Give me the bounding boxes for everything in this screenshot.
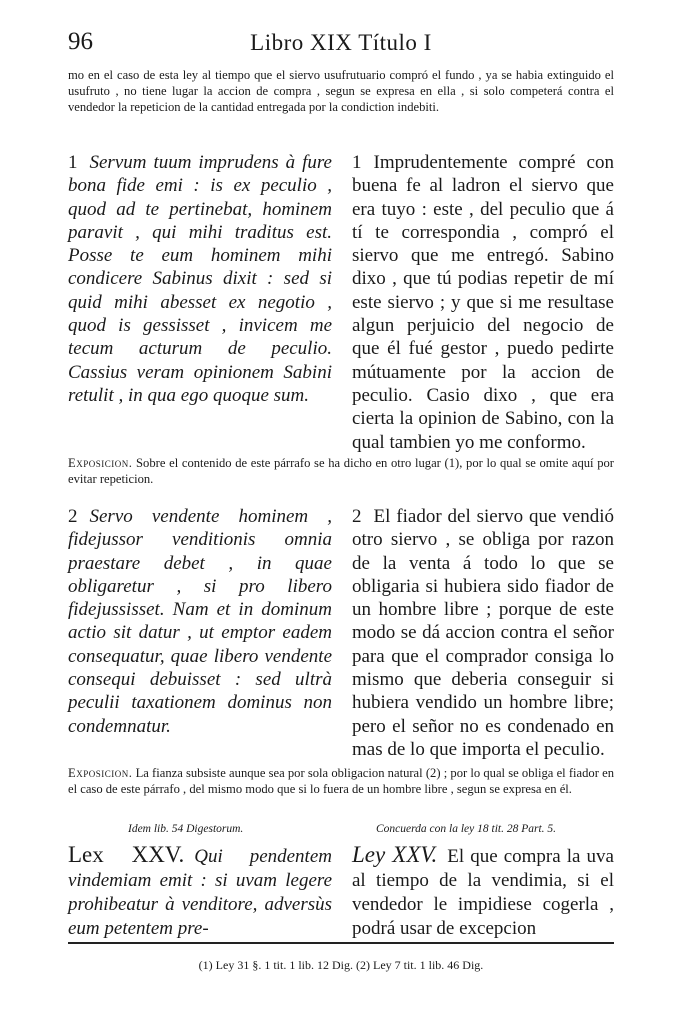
intro-paragraph: mo en el caso de esta ley al tiempo que el siervo usufrutuario compró el fundo , ya se habia extinguido el usufruto , no tiene lugar la accion de compra , segun se expresa en ella , si solo competerá contra el vendedor la repeticion de la cantidad entregada por la condiction indebiti. (68, 68, 614, 114)
exposicion-1-text: Sobre el contenido de este párrafo se ha dicho en otro lugar (1), por lo qual se omite aquí por evitar repeticion. (68, 456, 614, 486)
section-2-latin-column (68, 505, 332, 738)
lex-25-spanish-column (352, 843, 614, 941)
section-2-latin-text: Servo vendente hominem , fidejussor venditionis omnia praestare debet , in quae obligaretur , si pro libero fidejussisset. Nam et in dominum actio sit datur , ut emptor eadem consequatur, quae libero vendente consequi debuisset : sed ultrà peculii taxationem dominus non condemnatur. (68, 506, 332, 737)
exposicion-2-label: Exposicion. (68, 766, 133, 780)
exposicion-2 (68, 765, 614, 797)
section-1-latin-text: Servum tuum imprudens à fure bona fide emi : is ex peculio , quod ad te pertinebat, hominem paravit , qui mihi traditus est. Posse te eum hominem mihi condicere Sabinus dixit : sed si quid mihi abesset ex negotio , quod is gessisset , invicem me tecum acturum de peculio. Cassius veram opinionem Sabini retulit , in qua ego quoque sum. (68, 152, 332, 406)
running-title: Libro XIX Título I (250, 30, 432, 55)
section-2-number-latin: 2 (68, 506, 78, 527)
page-number: 96 (68, 28, 93, 55)
section-2-spanish-column (352, 505, 614, 761)
section-2-spanish-text: El fiador del siervo que vendió otro siervo , se obliga por razon de la venta á todo lo que se obligaria si hubiera sido fiador de un hombre libre ; porque de este modo se dá accion contra el señor para que el comprador consiga lo mismo que deberia conseguir si hubiera vendido un hombre libre; pero el señor no es condenado en mas de lo que importa el peculio. (352, 506, 614, 760)
lex-25-source-latin: Idem lib. 54 Digestorum. (128, 823, 244, 835)
section-1-number-latin: 1 (68, 152, 78, 173)
page-header (68, 28, 614, 60)
exposicion-1-label: Exposicion. (68, 456, 133, 470)
lex-25-latin-text: Qui pendentem vindemiam emit : si uvam legere prohibeatur à venditore, adversùs eum petentem pre- (68, 846, 332, 939)
lex-25-title-latin: Lex XXV. (68, 842, 185, 867)
section-2-number-spanish: 2 (352, 506, 362, 527)
exposicion-1 (68, 455, 614, 487)
footnote-rule (68, 942, 614, 944)
section-1-number-spanish: 1 (352, 152, 362, 173)
section-1-spanish-column (352, 151, 614, 454)
exposicion-2-text: La fianza subsiste aunque sea por sola obligacion natural (2) ; por lo qual se obliga el fiador en el caso de este párrafo , del mismo modo que si lo fuera de un hombre libre , segun se expresa en él. (68, 766, 614, 796)
footnotes: (1) Ley 31 §. 1 tit. 1 lib. 12 Dig. (2) Ley 7 tit. 1 lib. 46 Dig. (198, 958, 484, 972)
section-1-spanish-text: Imprudentemente compré con buena fe al ladron el siervo que era tuyo : este , del peculio que á tí te correspondia , compró el siervo que me entregó. Sabino dixo , que tú podias repetir de mí este siervo ; y que si me resultase algun perjuicio del negocio de que él fué gestor , puedo pedirte mútuamente por la accion de peculio. Casio dixo , que era cierta la opinion de Sabino, con la qual tambien yo me conformo. (352, 152, 614, 453)
lex-25-spanish-text: El que compra la uva al tiempo de la vendimia, si el vendedor le impidiese cogerla , podrá usar de excepcion (352, 846, 614, 939)
lex-25-source-spanish: Concuerda con la ley 18 tit. 28 Part. 5. (376, 823, 557, 835)
section-1-latin-column (68, 151, 332, 407)
lex-25-latin-column (68, 843, 332, 941)
lex-25-title-spanish: Ley XXV. (352, 842, 438, 867)
